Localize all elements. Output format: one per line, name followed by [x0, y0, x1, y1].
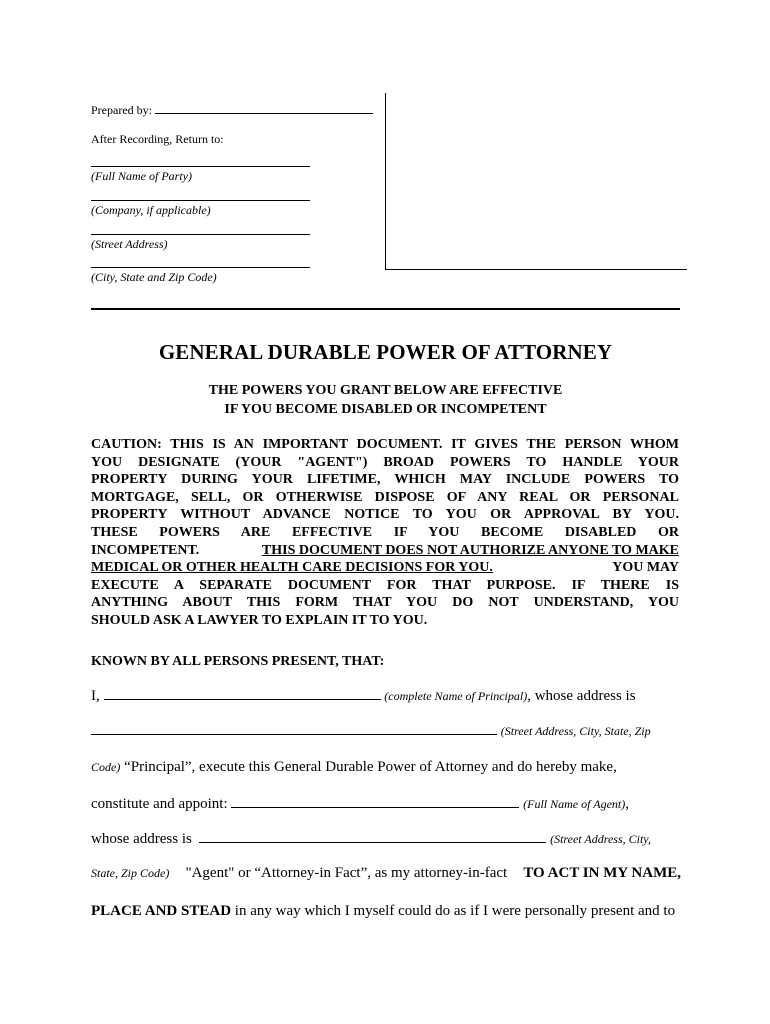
document-title: GENERAL DURABLE POWER OF ATTORNEY	[158, 340, 613, 364]
caution-line: PROPERTY DURING YOUR LIFETIME, WHICH MAY INCLUDE POWERS TO	[91, 472, 679, 488]
comma: ,	[625, 796, 629, 812]
caution-line: ANYTHING ABOUT THIS FORM THAT YOU DO NOT UNDERSTAND, YOU	[91, 595, 679, 611]
caution-line: EXECUTE A SEPARATE DOCUMENT FOR THAT PURPOSE. IF THERE IS	[91, 577, 679, 593]
company-blank[interactable]	[91, 200, 310, 201]
subtitle-line-1: THE POWERS YOU GRANT BELOW ARE EFFECTIVE	[208, 383, 563, 398]
caution-paragraph	[91, 436, 679, 630]
caution-underlined-text: THIS DOCUMENT DOES NOT AUTHORIZE ANYONE TO MAKE	[261, 542, 679, 558]
agent-name-blank[interactable]	[231, 795, 519, 808]
company-label: (Company, if applicable)	[91, 203, 211, 217]
street-address-label: (Street Address)	[91, 237, 168, 251]
prepared-by	[91, 102, 373, 118]
place-and-stead-line	[91, 903, 681, 920]
agent-designation-text: "Agent" or “Attorney-in Fact”, as my attorney-in-fact	[185, 865, 508, 881]
state-zip-hint: State, Zip Code)	[91, 866, 170, 880]
agent-address-line	[91, 830, 681, 848]
principal-name-blank[interactable]	[104, 687, 381, 700]
whose-address-text: , whose address is	[527, 688, 636, 704]
caution-line: CAUTION: THIS IS AN IMPORTANT DOCUMENT. IT GIVES THE PERSON WHOM	[91, 437, 679, 452]
agent-name-hint: (Full Name of Agent)	[523, 797, 626, 811]
constitute-label: constitute and appoint:	[91, 796, 228, 812]
caution-line: MORTGAGE, SELL, OR OTHERWISE DISPOSE OF ANY REAL OR PERSONAL	[91, 489, 679, 505]
principal-line	[91, 687, 681, 705]
caution-underlined-text: MEDICAL OR OTHER HEALTH CARE DECISIONS FOR YOU.	[91, 560, 493, 576]
principal-address-hint: (Street Address, City, State, Zip	[500, 724, 651, 738]
caution-line: SHOULD ASK A LAWYER TO EXPLAIN IT TO YOU.	[91, 612, 428, 628]
principal-address-line	[91, 722, 681, 740]
city-state-zip-label: (City, State and Zip Code)	[91, 270, 217, 284]
principal-address-blank[interactable]	[91, 722, 497, 735]
agent-address-hint: (Street Address, City,	[550, 832, 651, 846]
header-divider	[91, 308, 680, 310]
principal-statement-line	[91, 759, 681, 776]
principal-name-hint: (complete Name of Principal)	[384, 689, 528, 703]
zip-code-hint: Code)	[91, 760, 121, 774]
whose-address-label: whose address is	[91, 831, 192, 847]
street-address-blank[interactable]	[91, 234, 310, 235]
caution-line	[91, 559, 679, 577]
prepared-by-label: Prepared by:	[91, 103, 152, 117]
after-recording-label: After Recording, Return to:	[91, 132, 224, 146]
principal-statement: “Principal”, execute this General Durable Power of Attorney and do hereby make,	[120, 759, 617, 775]
caution-line: YOU DESIGNATE (YOUR "AGENT") BROAD POWERS TO HANDLE YOUR	[91, 454, 679, 470]
prepared-by-blank[interactable]	[155, 102, 373, 114]
full-name-label: (Full Name of Party)	[91, 169, 192, 183]
recording-box-bottom-rule	[385, 269, 687, 270]
caution-line: PROPERTY WITHOUT ADVANCE NOTICE TO YOU OR APPROVAL BY YOU.	[91, 507, 679, 523]
known-by-all-heading: KNOWN BY ALL PERSONS PRESENT, THAT:	[91, 654, 385, 669]
i-label: I,	[91, 688, 100, 704]
city-state-zip-blank[interactable]	[91, 267, 310, 268]
act-in-my-name: TO ACT IN MY NAME,	[523, 865, 681, 881]
caution-text: INCOMPETENT.	[91, 542, 200, 558]
caution-text: YOU MAY	[612, 560, 679, 576]
caution-line	[91, 542, 679, 560]
subtitle-line-2: IF YOU BECOME DISABLED OR INCOMPETENT	[224, 402, 547, 417]
place-and-stead: PLACE AND STEAD	[91, 903, 232, 919]
recording-box-vertical-rule	[385, 93, 386, 269]
agent-designation-line	[91, 865, 681, 882]
caution-line: THESE POWERS ARE EFFECTIVE IF YOU BECOME DISABLED OR	[91, 524, 679, 540]
place-and-stead-text: in any way which I myself could do as if I were personally present and to	[231, 903, 676, 919]
agent-address-blank[interactable]	[199, 830, 546, 843]
appoint-line	[91, 795, 681, 813]
full-name-blank[interactable]	[91, 166, 310, 167]
